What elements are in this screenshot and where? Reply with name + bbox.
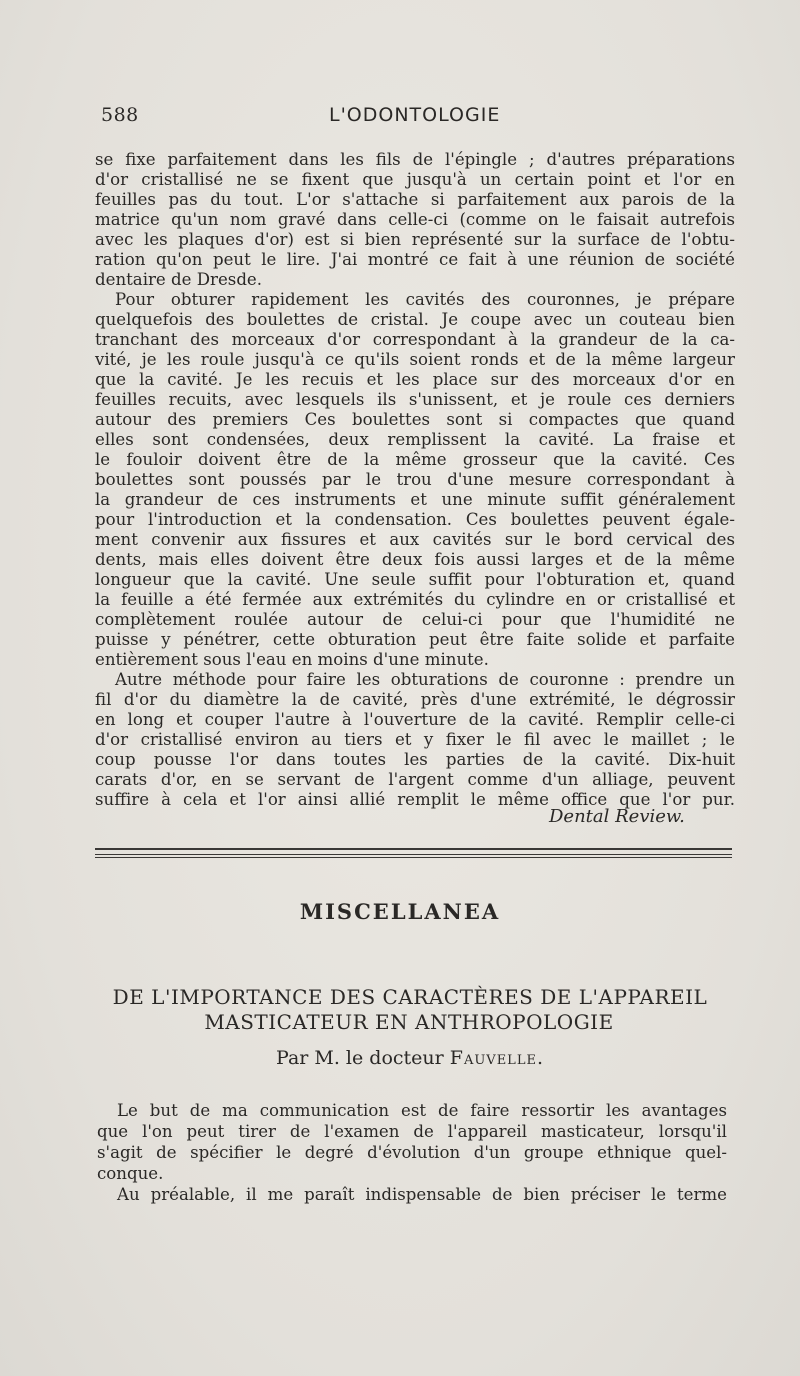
text-line: en long et couper l'autre à l'ouverture de la cavité. Remplir celle-ci [95, 710, 735, 729]
text-line: que l'on peut tirer de l'examen de l'appareil masticateur, lorsqu'il [97, 1122, 727, 1141]
source-citation: Dental Review. [549, 806, 685, 827]
article-title-line-1: DE L'IMPORTANCE DES CARACTÈRES DE L'APPAREIL [112, 985, 708, 1009]
text-line: elles sont condensées, deux remplissent la cavité. La fraise et [95, 430, 735, 449]
text-line: avec les plaques d'or) est si bien représenté sur la surface de l'obtu- [95, 230, 735, 249]
text-line: que la cavité. Je les recuis et les place sur des morceaux d'or en [95, 370, 735, 389]
text-line: dents, mais elles doivent être deux fois aussi larges et de la même [95, 550, 735, 569]
text-line: fil d'or du diamètre la de cavité, près d'une extrémité, le dégrossir [95, 690, 735, 709]
text-line: feuilles pas du tout. L'or s'attache si parfaitement aux parois de la [95, 190, 735, 209]
text-line: Au préalable, il me paraît indispensable de bien préciser le terme [117, 1185, 727, 1204]
text-line: carats d'or, en se servant de l'argent comme d'un alliage, peuvent [95, 770, 735, 789]
text-line: ration qu'on peut le lire. J'ai montré ce fait à une réunion de société [95, 250, 735, 269]
text-line: s'agit de spécifier le degré d'évolution d'un groupe ethnique quel- [97, 1143, 727, 1162]
section-divider-thin [95, 857, 732, 858]
page-header [101, 104, 701, 134]
page-number: 588 [101, 104, 139, 126]
text-line: matrice qu'un nom gravé dans celle-ci (comme on le faisait autrefois [95, 210, 735, 229]
text-line: conque. [97, 1164, 164, 1183]
text-line: Autre méthode pour faire les obturations de couronne : prendre un [115, 670, 735, 689]
text-line: la feuille a été fermée aux extrémités du cylindre en or cristallisé et [95, 590, 735, 609]
text-line: ment convenir aux fissures et aux cavités sur le bord cervical des [95, 530, 735, 549]
text-line: complètement roulée autour de celui-ci pour que l'humidité ne [95, 610, 735, 629]
byline-author: Fauvelle. [449, 1047, 544, 1069]
running-title: L'ODONTOLOGIE [329, 104, 501, 126]
text-line: quelquefois des boulettes de cristal. Je coupe avec un couteau bien [95, 310, 735, 329]
text-line: entièrement sous l'eau en moins d'une minute. [95, 650, 489, 669]
text-line: boulettes sont poussés par le trou d'une mesure correspondant à [95, 470, 735, 489]
article-title-line-2: MASTICATEUR EN ANTHROPOLOGIE [204, 1010, 614, 1034]
text-line: suffire à cela et l'or ainsi allié remplit le même office que l'or pur. [95, 790, 735, 809]
text-line: Pour obturer rapidement les cavités des couronnes, je prépare [115, 290, 735, 309]
text-line: coup pousse l'or dans toutes les parties de la cavité. Dix-huit [95, 750, 735, 769]
text-line: puisse y pénétrer, cette obturation peut être faite solide et parfaite [95, 630, 735, 649]
text-line: d'or cristallisé environ au tiers et y fixer le fil avec le maillet ; le [95, 730, 735, 749]
text-line: longueur que la cavité. Une seule suffit pour l'obturation et, quand [95, 570, 735, 589]
text-line: feuilles recuits, avec lesquels ils s'unissent, et je roule ces derniers [95, 390, 735, 409]
article-byline [0, 1047, 800, 1069]
text-line: autour des premiers Ces boulettes sont si compactes que quand [95, 410, 735, 429]
section-divider-thick [95, 848, 732, 850]
text-line: pour l'introduction et la condensation. Ces boulettes peuvent égale- [95, 510, 735, 529]
text-line: tranchant des morceaux d'or correspondant à la grandeur de la ca- [95, 330, 735, 349]
text-line: se fixe parfaitement dans les fils de l'épingle ; d'autres préparations [95, 150, 735, 169]
text-line: vité, je les roule jusqu'à ce qu'ils soient ronds et de la même largeur [95, 350, 735, 369]
text-line: la grandeur de ces instruments et une minute suffit généralement [95, 490, 735, 509]
section-heading: MISCELLANEA [299, 899, 501, 924]
text-line: d'or cristallisé ne se fixent que jusqu'à un certain point et l'or en [95, 170, 735, 189]
section-divider-thin [95, 854, 732, 855]
text-line: le fouloir doivent être de la même grosseur que la cavité. Ces [95, 450, 735, 469]
text-line: Le but de ma communication est de faire ressortir les avantages [117, 1101, 727, 1120]
byline-prefix: Par M. le docteur [276, 1047, 450, 1069]
text-line: dentaire de Dresde. [95, 270, 263, 289]
